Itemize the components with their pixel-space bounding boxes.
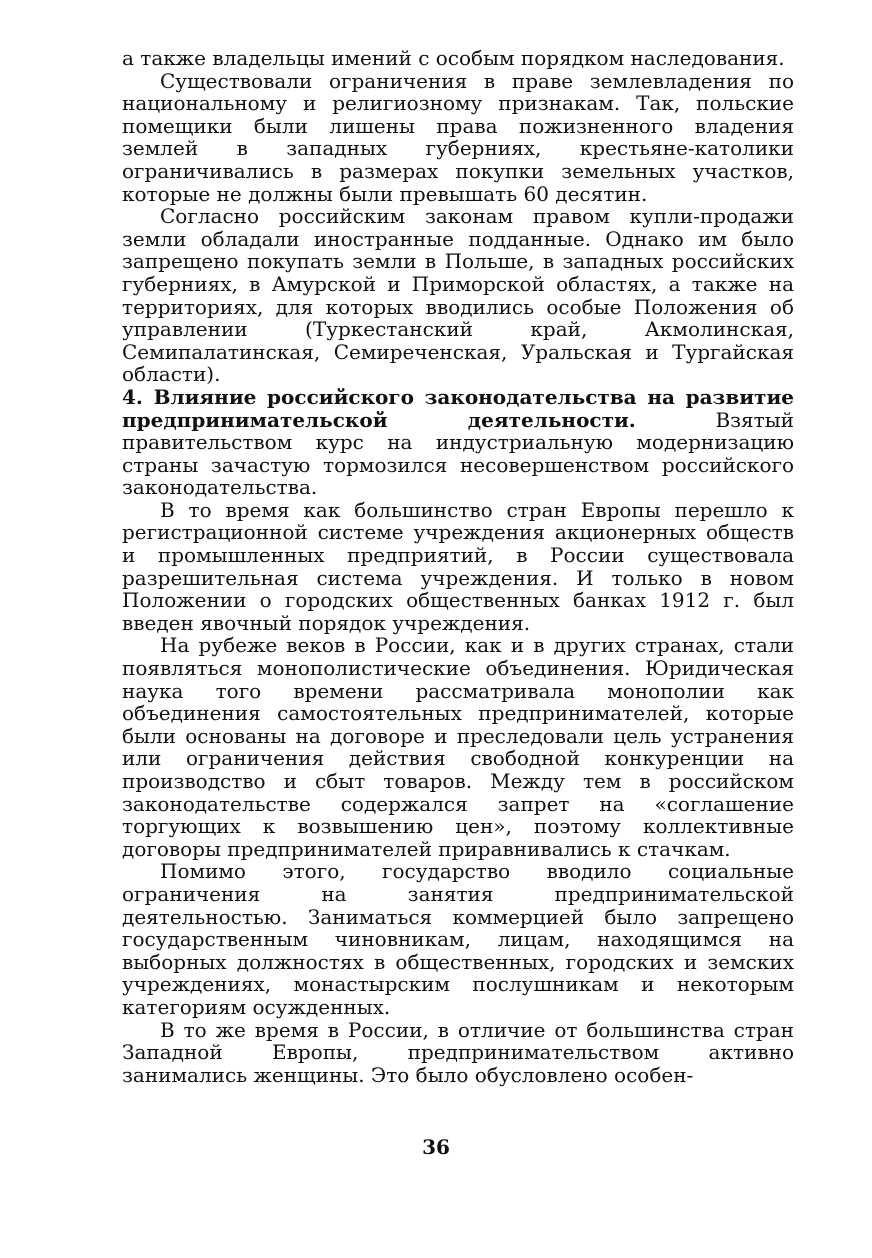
paragraph-continuation: а также владельцы имений с особым порядком наследования. <box>122 46 785 70</box>
page-number: 36 <box>422 1135 450 1159</box>
section-4 <box>122 386 794 499</box>
paragraph-registration-system: В то время как большинство стран Европы перешло к регистрационной системе учреждения акционерных обществ и промышленных предприятий, в России существовала разрешительная система учреждения. И только в новом Положении о городских общественных банках 1912 г. был введен явочный порядок учреждения. <box>122 497 794 635</box>
paragraph-land-restrictions: Существовали ограничения в праве землевладения по национальному и религиозному признакам. Так, польские помещики были лишены права пожизненного владения землей в западных губерниях, крестьяне-католики ограничивались в размерах покупки земельных участков, которые не должны были превышать 60 десятин. <box>122 68 794 206</box>
paragraph-foreign-subjects: Согласно российским законам правом купли-продажи земли обладали иностранные подданные. Однако им было запрещено покупать земли в Польше, в западных российских губерниях, в Амурской и Приморской областях, а также на территориях, для которых вводились особые Положения об управлении (Туркестанский край, Акмолинская, Семипалатинская, Семиреченская, Уральская и Тургайская области). <box>122 204 794 387</box>
page-body <box>122 47 794 1086</box>
paragraph-women: В то же время в России, в отличие от большинства стран Западной Европы, предпринимательством активно занимались женщины. Это было обусловлено особен- <box>122 1017 794 1087</box>
section-intro: Взятый правительством курс на индустриальную модернизацию страны зачастую тормозился несовершенством российского законодательства. <box>122 407 794 500</box>
paragraph-monopolies: На рубеже веков в России, как и в других странах, стали появляться монополистические объединения. Юридическая наука того времени рассматривала монополии как объединения самостоятельных предпринимателей, которые были основаны на договоре и преследовали цель устранения или ограничения действия свободной конкуренции на производство и сбыт товаров. Между тем в российском законодательстве содержался запрет на «соглашение торгующих к возвышению цен», поэтому коллективные договоры предпринимателей приравнивались к стачкам. <box>122 633 794 861</box>
paragraph-social-restrictions: Помимо этого, государство вводило социальные ограничения на занятия предпринимательской деятельностью. Заниматься коммерцией было запрещено государственным чиновникам, лицам, находящимся на выборных должностях в общественных, городских и земских учреждениях, монастырским послушникам и некоторым категориям осужденных. <box>122 859 794 1019</box>
section-heading: 4. Влияние российского законодательства на развитие предпринимательской деятельности. <box>122 384 794 432</box>
